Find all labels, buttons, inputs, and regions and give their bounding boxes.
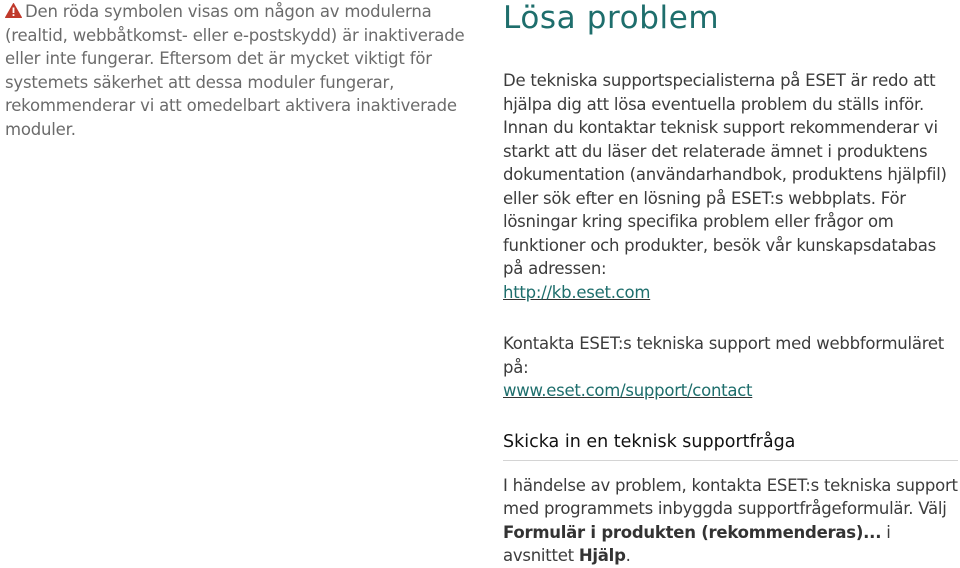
support-intro-paragraph [503, 69, 958, 304]
menu-item-name: Formulär i produkten (rekommenderas)... [503, 522, 882, 542]
kb-link[interactable]: http://kb.eset.com [503, 282, 651, 302]
warning-note [5, 0, 467, 141]
contact-text: Kontakta ESET:s tekniska support med webbformuläret på: [503, 334, 944, 377]
section-heading: Skicka in en teknisk supportfråga [503, 430, 958, 461]
form-text-before: I händelse av problem, kontakta ESET:s tekniska support med programmets inbyggda supportfrågeformulär. Välj [503, 475, 958, 518]
section-name: Hjälp [578, 546, 626, 565]
main-content [503, 0, 958, 568]
form-text-after: . [625, 546, 631, 565]
form-text-middle: i avsnittet [503, 522, 891, 565]
warning-note-text: Den röda symbolen visas om någon av modulerna (realtid, webbåtkomst- eller e-postskydd) är inaktiverade eller inte fungerar. Eftersom det är mycket viktigt för systemets säkerhet att dessa moduler fungerar, rekommenderar vi att omedelbart aktivera inaktiverade moduler. [5, 2, 465, 139]
warning-triangle-icon [5, 1, 22, 16]
support-intro-text: De tekniska supportspecialisterna på ESET är redo att hjälpa dig att lösa eventuella problem du ställs inför. Innan du kontaktar teknisk support rekommenderar vi starkt att du läser det relaterade ämnet i produktens dokumentation (användarhandbok, produktens hjälpfil) eller sök efter en lösning på ESET:s webbplats. För lösningar kring specifika problem eller frågor om funktioner och produkter, besök vår kunskapsdatabas på adressen: [503, 71, 947, 278]
form-paragraph [503, 474, 958, 568]
contact-link[interactable]: www.eset.com/support/contact [503, 381, 753, 400]
page-title: Lösa problem [503, 0, 720, 36]
contact-paragraph [503, 332, 958, 403]
